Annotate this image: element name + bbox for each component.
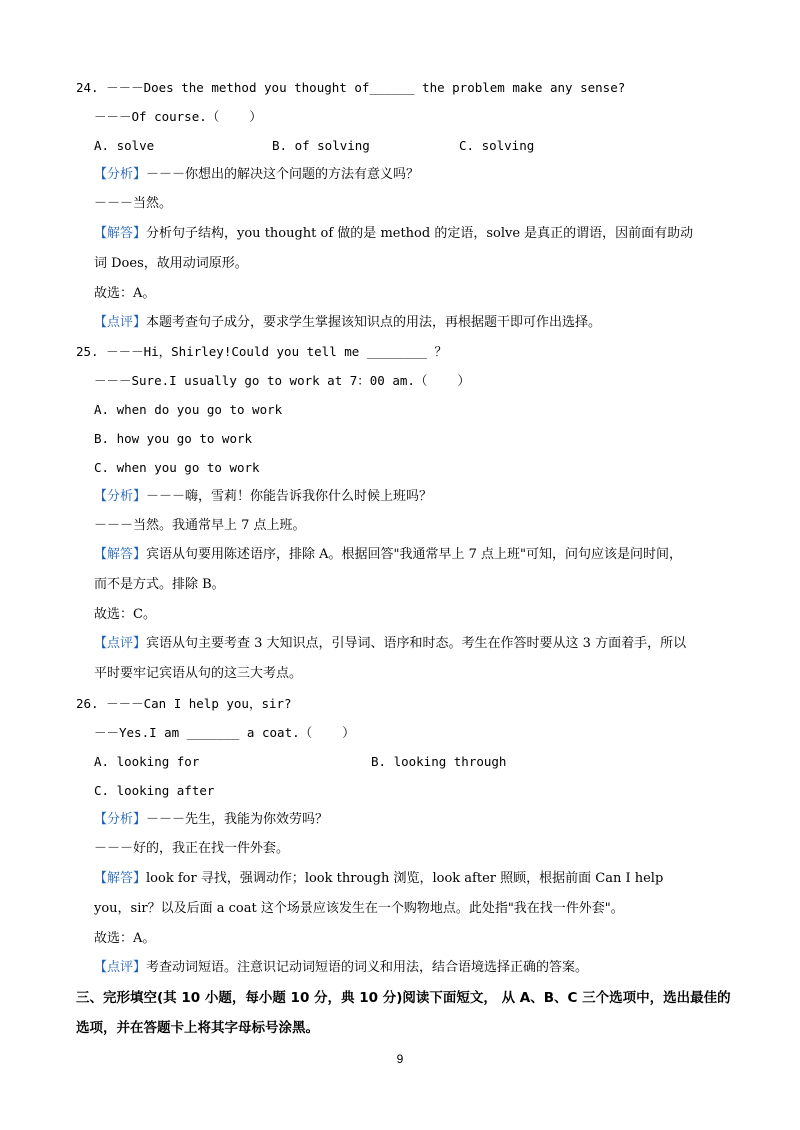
q26-stem: 26. －－－Can I help you，sir? [76, 696, 292, 711]
q25-option-b: B. how you go to work [94, 431, 253, 446]
q25-answer-2: 而不是方式。排除 B。 [94, 577, 225, 592]
q26-choice: 故选：A。 [94, 931, 156, 946]
section-heading-line-2: 选项，并在答题卡上将其字母标号涂黑。 [76, 1020, 319, 1036]
answer-text: 宾语从句要用陈述语序，排除 A。根据回答"我通常早上 7 点上班"可知，问句应该是问时间， [146, 547, 683, 562]
q25-option-c: C. when you go to work [94, 460, 260, 475]
q26-option-a: A. looking for [94, 754, 200, 769]
comment-text: 考查动词短语。注意识记动词短语的词义和用法，结合语境选择正确的答案。 [146, 960, 589, 975]
analysis-tag: 【分析】 [94, 489, 147, 504]
q26-comment [94, 959, 588, 977]
analysis-text: －－－你想出的解决这个问题的方法有意义吗？ [146, 167, 420, 182]
comment-tag: 【点评】 [94, 960, 147, 975]
analysis-tag: 【分析】 [94, 812, 147, 827]
analysis-text: －－－嗨，雪莉！你能告诉我你什么时候上班吗？ [146, 489, 433, 504]
q25-choice: 故选：C。 [94, 607, 156, 622]
comment-tag: 【点评】 [94, 315, 147, 330]
q25-comment-2: 平时要牢记宾语从句的这三大考点。 [94, 666, 303, 681]
answer-text: look for 寻找，强调动作；look through 浏览，look after 照顾，根据前面 Can I help [146, 871, 664, 886]
section-heading-line-1: 三、完形填空(其 10 小题，每小题 10 分，典 10 分)阅读下面短文， 从 A、B、C 三个选项中，选出最佳的 [76, 990, 731, 1006]
q24-answer [94, 225, 693, 243]
q24-option-a: A. solve [94, 138, 155, 153]
q25-reply: －－－Sure.I usually go to work at 7：00 am.（ ） [94, 373, 471, 388]
page-number: 9 [396, 1052, 404, 1066]
q24-reply: －－－Of course.（ ） [94, 109, 262, 124]
answer-tag: 【解答】 [94, 871, 147, 886]
q24-comment [94, 314, 601, 332]
q24-analysis-2: －－－当然。 [94, 196, 173, 211]
q24-option-b: B. of solving [272, 138, 370, 153]
q24-option-c: C. solving [459, 138, 535, 153]
comment-text: 本题考查句子成分，要求学生掌握该知识点的用法，再根据题干即可作出选择。 [146, 315, 602, 330]
q26-answer-2: you，sir？以及后面 a coat 这个场景应该发生在一个购物地点。此处指"我在找一件外套"。 [94, 901, 624, 916]
q25-stem: 25. －－－Hi，Shirley!Could you tell me ________ ？ [76, 344, 448, 359]
q25-option-a: A. when do you go to work [94, 402, 283, 417]
q25-answer [94, 546, 682, 564]
answer-tag: 【解答】 [94, 547, 147, 562]
comment-tag: 【点评】 [94, 636, 147, 651]
q26-answer [94, 870, 663, 888]
q24-stem: 24. －－－Does the method you thought of______ the problem make any sense? [76, 80, 626, 95]
q26-option-c: C. looking after [94, 783, 215, 798]
q24-choice: 故选：A。 [94, 286, 156, 301]
q26-analysis-2: －－－好的，我正在找一件外套。 [94, 841, 290, 856]
q26-option-b: B. looking through [371, 754, 507, 769]
q24-answer-2: 词 Does，故用动词原形。 [94, 256, 248, 271]
q26-reply: －－Yes.I am _______ a coat.（ ） [94, 725, 355, 740]
analysis-text: －－－先生，我能为你效劳吗？ [146, 812, 329, 827]
q25-analysis-2: －－－当然。我通常早上 7 点上班。 [94, 518, 306, 533]
q25-analysis [94, 488, 432, 506]
analysis-tag: 【分析】 [94, 167, 147, 182]
answer-tag: 【解答】 [94, 226, 147, 241]
q24-analysis [94, 166, 419, 184]
q26-analysis [94, 811, 328, 829]
answer-text: 分析句子结构，you thought of 做的是 method 的定语，solve 是真正的谓语，因前面有助动 [146, 226, 694, 241]
q25-comment [94, 635, 686, 653]
comment-text: 宾语从句主要考查 3 大知识点，引导词、语序和时态。考生在作答时要从这 3 方面着手，所以 [146, 636, 687, 651]
